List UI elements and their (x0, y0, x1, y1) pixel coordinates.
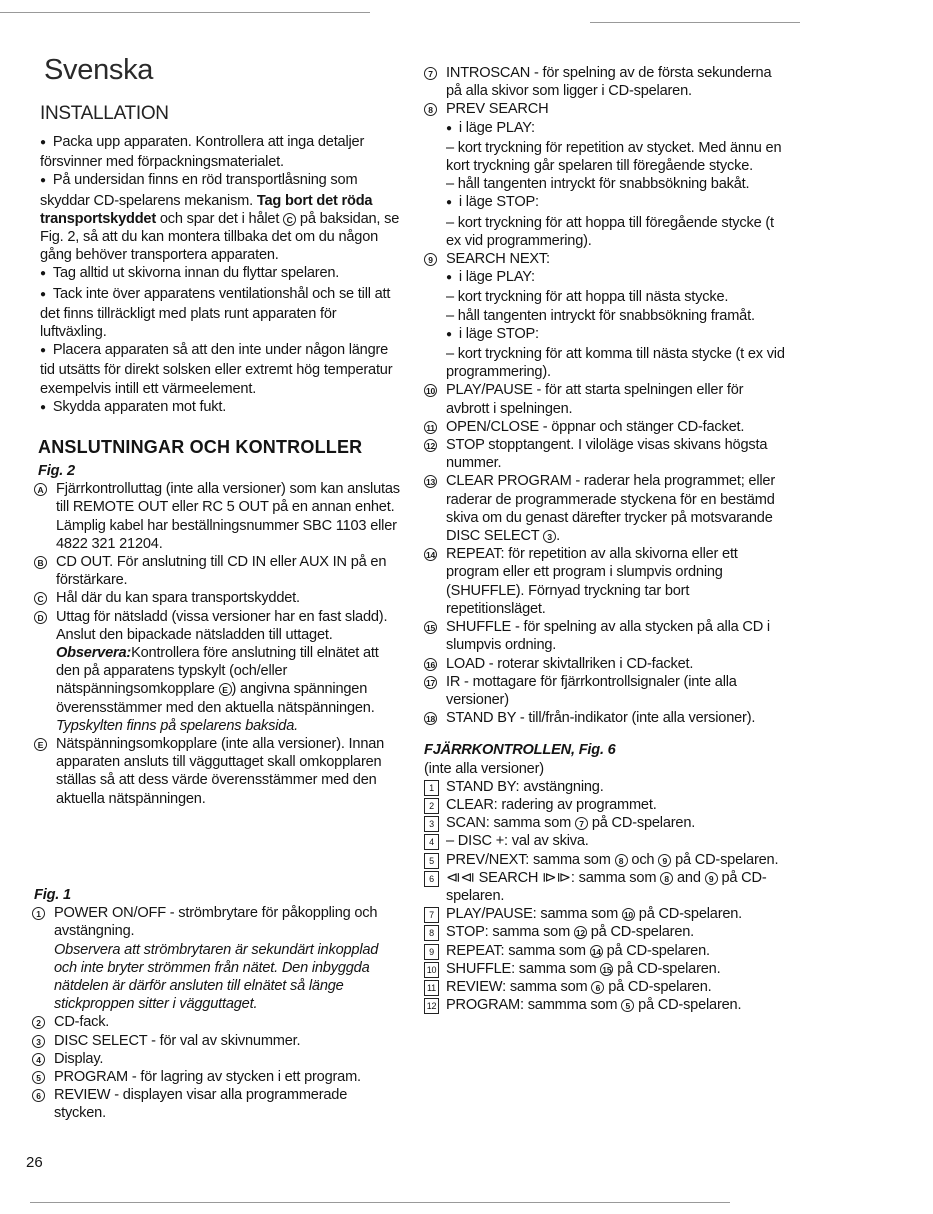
observera-note: Observera:Kontrollera före anslutning till elnätet att den på apparatens typskylt (och/eller nätspänningsomkopplare E ) angivna spänningen överensstämmer med den aktuella nätspänningen. (56, 645, 379, 716)
ref-number-icon: 8 (615, 854, 628, 867)
ref-17-icon: 17 (425, 677, 436, 688)
fig1-list (32, 886, 398, 1123)
key-2-icon: 2 (424, 798, 439, 814)
list-item: 9 SEARCH NEXT: (424, 250, 786, 268)
ref-16-icon: 16 (425, 659, 436, 670)
page-number: 26 (26, 1154, 43, 1171)
key-3-icon: 3 (424, 816, 439, 832)
ref-3-icon: 3 (32, 1035, 45, 1048)
list-item: D Uttag för nätsladd (vissa versioner har en fast sladd). Anslut den bipackade nätsladden till uttaget. (34, 608, 400, 644)
ref-number-icon: 9 (658, 854, 671, 867)
list-item: 15 SHUFFLE - för spelning av alla stycken på alla CD i slumpvis ordning. (425, 619, 770, 654)
list-item: 2 CD-fack. (32, 1013, 398, 1031)
ref-number-icon: 7 (575, 817, 588, 830)
installation-list (40, 133, 402, 418)
next-stop-short: – kort tryckning för att komma till nästa stycke (t ex vid programmering). (446, 346, 785, 381)
list-item: A Fjärrkontrolluttag (inte alla versioner) som kan anslutas till REMOTE OUT eller RC 5 OUT på en annan enhet. Lämplig kabel har beställningsnummer SBC 1103 eller 4822 321 21204. (34, 480, 400, 553)
ref-7-icon: 7 (424, 67, 437, 80)
remote-key-row: 8 STOP: samma som 12 på CD-spelaren. (424, 923, 786, 941)
list-item: B CD OUT. För anslutning till CD IN eller AUX IN på en förstärkare. (34, 553, 400, 589)
ref-8-icon: 8 (424, 103, 437, 116)
prev-stop-mode: ● i läge STOP: (424, 193, 786, 213)
list-item: 12 STOP stopptangent. I viloläge visas skivans högsta nummer. (425, 437, 768, 472)
key-12-icon: 12 (424, 998, 439, 1014)
list-item: 18 STAND BY - till/från-indikator (inte alla versioner). (425, 710, 756, 727)
prev-stop-short: – kort tryckning för att hoppa till föregående stycke (t ex vid programmering). (446, 214, 774, 249)
bullet-unpack: ● Packa upp apparaten. Kontrollera att inga detaljer försvinner med förpackningsmaterialet. (40, 133, 402, 171)
remote-key-row: 1 STAND BY: avstängning. (424, 778, 786, 796)
ref-11-icon: 11 (424, 421, 437, 434)
list-item: 14 REPEAT: för repetition av alla skivorna eller ett program eller ett program i slumpvis ordning (SHUFFLE). Förnyad tryckning tar bort repetitionsläget. (425, 546, 738, 617)
ref-d-icon: D (34, 611, 47, 624)
list-item: 13 CLEAR PROGRAM - raderar hela programmet; eller raderar de programmerade styckena för en bestämd skiva om du genast därefter trycker på motsvarande DISC SELECT 3 . (425, 473, 775, 545)
ref-c-icon: C (283, 213, 296, 226)
ref-10-icon: 10 (425, 386, 436, 397)
remote-key-row: 5 PREV/NEXT: samma som 8 och 9 på CD-spelaren. (424, 851, 786, 869)
ref-a-icon: A (34, 483, 47, 496)
ref-13-icon: 13 (425, 477, 436, 488)
remote-key-row: 3 SCAN: samma som 7 på CD-spelaren. (424, 814, 786, 832)
ref-c-icon: C (34, 592, 47, 605)
key-11-icon: 11 (424, 980, 439, 996)
key-6-icon: 6 (424, 871, 439, 887)
remote-heading: FJÄRRKONTROLLEN, Fig. 6 (424, 742, 616, 759)
bullet-transport-lock: ● På undersidan finns en röd transportlåsning som skyddar CD-spelarens mekanism. Tag bort det röda transportskyddet och spar det i hålet C på baksidan, se Fig. 2, så att du kan montera tillbaka det om du någon gång behöver transportera apparaten. (40, 171, 402, 264)
remote-key-row: 6 ⧏⧏ SEARCH ⧐⧐: samma som 8 and 9 på CD-spelaren. (424, 869, 786, 905)
ref-number-icon: 12 (575, 928, 585, 939)
remote-key-row: 2 CLEAR: radering av programmet. (424, 796, 786, 814)
ref-5-icon: 5 (32, 1071, 45, 1084)
remote-key-row: 4 – DISC +: val av skiva. (424, 832, 786, 850)
bullet-remove-discs: ● Tag alltid ut skivorna innan du flyttar spelaren. (40, 264, 402, 284)
scan-artifact-line (0, 12, 370, 13)
remote-key-row: 12 PROGRAM: sammma som 5 på CD-spelaren. (424, 996, 786, 1014)
connections-list (34, 462, 400, 808)
remote-note: (inte alla versioner) (424, 760, 544, 777)
ref-number-icon: 6 (591, 981, 604, 994)
ref-number-icon: 9 (705, 872, 718, 885)
right-column (424, 64, 786, 1014)
next-play-hold: – håll tangenten intryckt för snabbsökning framåt. (446, 307, 755, 324)
key-4-icon: 4 (424, 834, 439, 850)
list-item: 5 PROGRAM - för lagring av stycken i ett program. (32, 1068, 398, 1086)
list-item: 16 LOAD - roterar skivtallriken i CD-facket. (425, 655, 694, 672)
remote-key-row: 11 REVIEW: samma som 6 på CD-spelaren. (424, 978, 786, 996)
key-8-icon: 8 (424, 925, 439, 941)
ref-12-icon: 12 (425, 441, 436, 452)
key-1-icon: 1 (424, 780, 439, 796)
ref-b-icon: B (34, 556, 47, 569)
remote-key-row: 7 PLAY/PAUSE: samma som 10 på CD-spelaren. (424, 905, 786, 923)
prev-play-hold: – håll tangenten intryckt för snabbsökning bakåt. (446, 176, 750, 193)
bullet-ventilation: ● Tack inte över apparatens ventilationshål och se till att det finns tillräckligt med plats runt apparaten för luftväxling. (40, 285, 402, 342)
ref-14-icon: 14 (425, 550, 436, 561)
next-stop-mode: ● i läge STOP: (424, 325, 786, 345)
ref-15-icon: 15 (425, 623, 436, 634)
ref-9-icon: 9 (424, 253, 437, 266)
list-item: 17 IR - mottagare för fjärrkontrollsignaler (inte alla versioner) (425, 673, 737, 708)
list-item: 10 PLAY/PAUSE - för att starta spelningen eller för avbrott i spelningen. (425, 382, 744, 417)
list-item: 7 INTROSCAN - för spelning av de första sekunderna på alla skivor som ligger i CD-spelaren. (424, 64, 786, 100)
list-item: 1 POWER ON/OFF - strömbrytare för påkoppling och avstängning. (32, 904, 398, 940)
ref-18-icon: 18 (425, 714, 436, 725)
typeplate-note: Typskylten finns på spelarens baksida. (56, 717, 298, 734)
prev-play-mode: ● i läge PLAY: (424, 119, 786, 139)
fig2-label: Fig. 2 (38, 463, 75, 479)
installation-heading: INSTALLATION (40, 103, 169, 124)
bullet-placement: ● Placera apparaten så att den inte under någon längre tid utsätts för direkt solsken eller extremt hög temperatur exempelvis intill ett värmeelement. (40, 341, 402, 398)
key-9-icon: 9 (424, 944, 439, 960)
ref-number-icon: 5 (621, 999, 634, 1012)
ref-4-icon: 4 (32, 1053, 45, 1066)
ref-number-icon: 14 (591, 946, 601, 957)
power-note: Observera att strömbrytaren är sekundärt inkopplad och inte bryter strömmen från nätet. Den inbyggda nätdelen är därför ansluten till elnätet så länge stickproppen sitter i vägguttaget. (54, 941, 379, 1013)
ref-3-icon: 3 (543, 530, 556, 543)
remote-key-row: 10 SHUFFLE: samma som 15 på CD-spelaren. (424, 960, 786, 978)
list-item: 6 REVIEW - displayen visar alla programmerade stycken. (32, 1086, 398, 1122)
ref-number-icon: 15 (602, 964, 612, 975)
ref-2-icon: 2 (32, 1016, 45, 1029)
list-item: C Hål där du kan spara transportskyddet. (34, 589, 400, 607)
prev-play-short: – kort tryckning för repetition av stycket. Med ännu en kort tryckning går spelaren till föregående stycke. (446, 139, 782, 175)
remote-key-row: 9 REPEAT: samma som 14 på CD-spelaren. (424, 942, 786, 960)
bullet-moisture: ● Skydda apparaten mot fukt. (40, 398, 402, 418)
fig1-label: Fig. 1 (34, 887, 71, 903)
next-play-mode: ● i läge PLAY: (424, 268, 786, 288)
ref-number-icon: 8 (660, 872, 673, 885)
next-play-short: – kort tryckning för att hoppa till nästa stycke. (446, 289, 729, 306)
key-7-icon: 7 (424, 907, 439, 923)
ref-e-icon: E (219, 683, 232, 696)
ref-6-icon: 6 (32, 1089, 45, 1102)
list-item: 4 Display. (32, 1050, 398, 1068)
language-title: Svenska (44, 54, 154, 86)
ref-1-icon: 1 (32, 907, 45, 920)
list-item: 11 OPEN/CLOSE - öppnar och stänger CD-facket. (424, 418, 786, 436)
ref-number-icon: 10 (623, 910, 633, 921)
ref-e-icon: E (34, 738, 47, 751)
list-item: 3 DISC SELECT - för val av skivnummer. (32, 1032, 398, 1050)
list-item: E Nätspänningsomkopplare (inte alla versioner). Innan apparaten ansluts till vägguttaget skall omkopplaren ställas så att dess värde överensstämmer med den aktuella nätspänningen. (34, 735, 400, 808)
scan-artifact-line (30, 1202, 730, 1203)
key-10-icon: 10 (424, 962, 439, 978)
scan-artifact-line (590, 22, 800, 23)
connections-heading: ANSLUTNINGAR OCH KONTROLLER (38, 437, 363, 457)
key-5-icon: 5 (424, 853, 439, 869)
list-item: 8 PREV SEARCH (424, 100, 786, 118)
